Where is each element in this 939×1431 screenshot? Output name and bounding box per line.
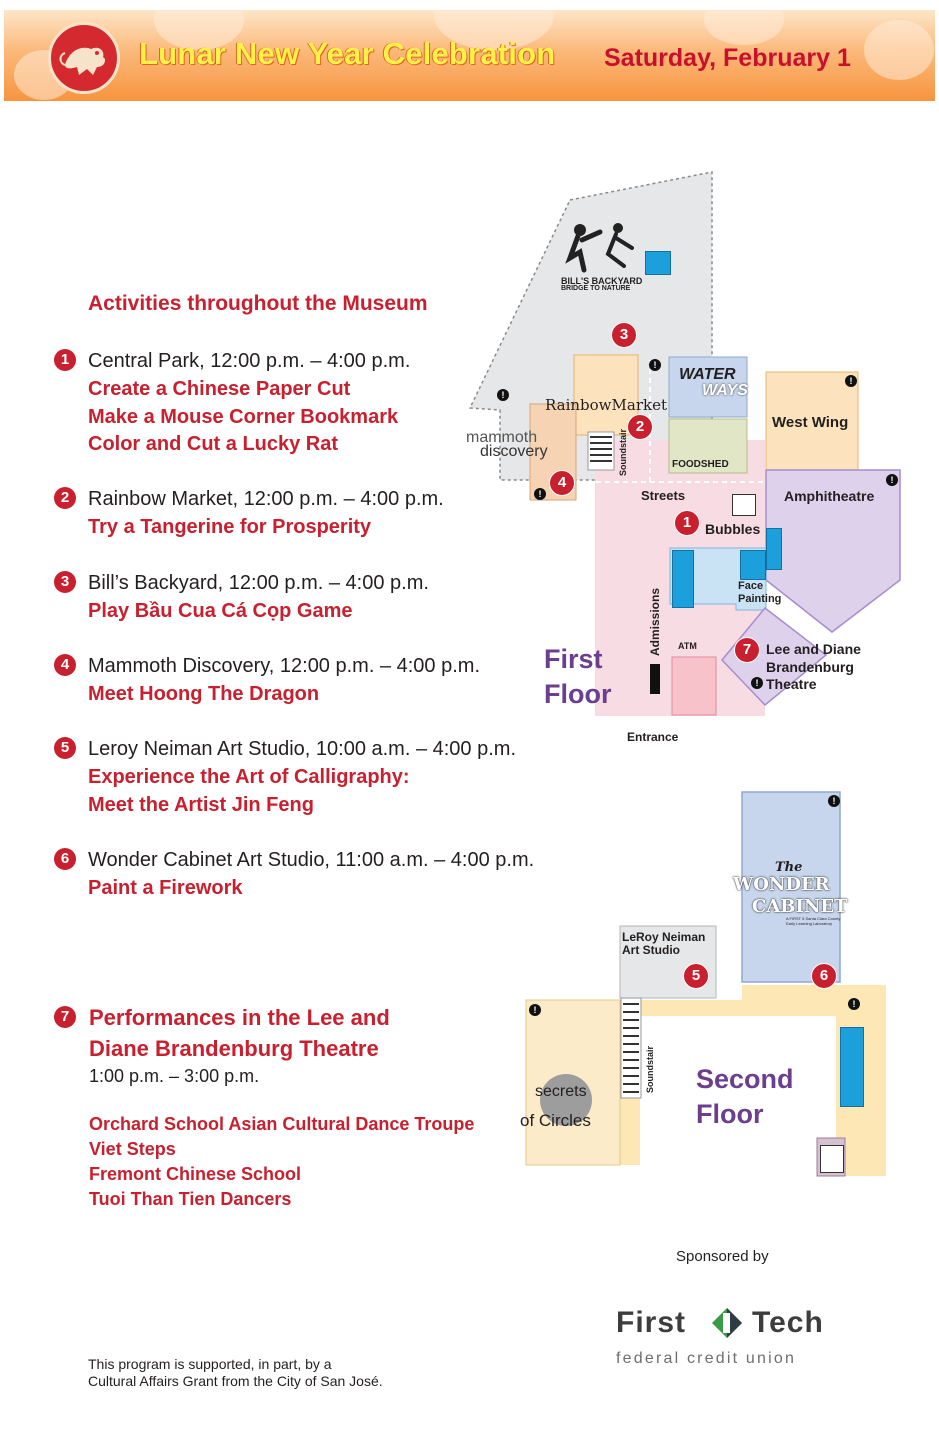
activity-location: Wonder Cabinet Art Studio, 11:00 a.m. – 4:00 p.m. <box>88 849 535 871</box>
first-floor-label-2: Floor <box>544 679 612 709</box>
performance-group: Tuoi Than Tien Dancers <box>89 1189 292 1209</box>
activity-number: 6 <box>54 848 76 870</box>
info-icon: ! <box>886 474 898 486</box>
activity-location: Central Park, 12:00 p.m. – 4:00 p.m. <box>88 350 411 372</box>
activity-event: Play Bầu Cua Cá Cọp Game <box>88 600 353 622</box>
bills-backyard-label: BILL'S BACKYARD <box>561 276 643 286</box>
theatre-label-3: Theatre <box>766 676 817 692</box>
face-painting-label-2: Painting <box>738 593 782 605</box>
event-title: Lunar New Year Celebration <box>139 36 556 71</box>
second-floor-label-2: Floor <box>696 1099 764 1129</box>
info-icon: ! <box>529 1004 541 1016</box>
wonder-cabinet-label-3: CABINET <box>752 896 848 917</box>
activity-location: Bill’s Backyard, 12:00 p.m. – 4:00 p.m. <box>88 572 429 594</box>
activity-number: 4 <box>54 654 76 676</box>
activity-number: 5 <box>54 737 76 759</box>
dancers-icon <box>560 218 640 278</box>
performance-group: Viet Steps <box>89 1139 176 1159</box>
first-tech-logo-icon <box>708 1304 746 1342</box>
activity-event: Paint a Firework <box>88 877 243 899</box>
activity-number: 1 <box>54 349 76 371</box>
theatre-label-1: Lee and Diane <box>766 641 861 657</box>
info-icon: ! <box>497 389 509 401</box>
activity-location: Mammoth Discovery, 12:00 p.m. – 4:00 p.m. <box>88 655 481 677</box>
west-wing-label: West Wing <box>772 414 849 431</box>
restroom-icon <box>645 251 671 275</box>
mammoth-label: mammoth <box>466 429 538 446</box>
map-marker-2: 2 <box>627 414 653 440</box>
performance-group: Orchard School Asian Cultural Dance Troupe <box>89 1114 475 1134</box>
wonder-cabinet-sublabel: A FIRST 5 Santa Clara County Early Learning Laboratory <box>786 916 841 926</box>
activity-event: Meet Hoong The Dragon <box>88 683 320 705</box>
theatre-label-2: Brandenburg <box>766 659 854 675</box>
restroom-icon <box>672 550 694 608</box>
restroom-icon <box>740 550 766 580</box>
support-statement <box>88 1356 448 1390</box>
second-floor-label: Second <box>696 1064 794 1094</box>
soundstair-2f-label: Soundstair <box>645 1045 655 1093</box>
bubbles-label: Bubbles <box>705 521 761 537</box>
sponsor-name-first: First <box>616 1306 687 1339</box>
info-icon: ! <box>649 359 661 371</box>
sponsored-by-label: Sponsored by <box>676 1248 769 1265</box>
info-icon: ! <box>845 375 857 387</box>
activity-event: Try a Tangerine for Prosperity <box>88 516 372 538</box>
performance-number: 7 <box>54 1006 76 1028</box>
performance-title: Performances in the Lee and <box>89 1005 390 1030</box>
first-floor-label: First <box>544 644 603 674</box>
leroy-label-2: Art Studio <box>622 943 680 957</box>
waterways-label-2: WAYS <box>702 382 748 399</box>
atm-label: ATM <box>678 641 697 651</box>
elevator-icon <box>820 1145 844 1173</box>
sponsor-name-tech: Tech <box>752 1306 824 1339</box>
waterways-label: WATER <box>679 366 736 383</box>
activity-location: Leroy Neiman Art Studio, 10:00 a.m. – 4:00 p.m. <box>88 738 517 760</box>
wonder-cabinet-label-2: WONDER <box>733 874 830 895</box>
amphitheatre-label: Amphitheatre <box>784 488 875 504</box>
performance-title: Diane Brandenburg Theatre <box>89 1036 379 1061</box>
wonder-cabinet-label-1: The <box>775 860 803 875</box>
bills-backyard-sublabel: BRIDGE TO NATURE <box>561 285 631 292</box>
entrance-label: Entrance <box>627 730 679 744</box>
activity-event: Color and Cut a Lucky Rat <box>88 433 339 455</box>
info-icon: ! <box>848 998 860 1010</box>
soundstair-label: Soundstair <box>618 428 628 476</box>
restroom-icon <box>840 1027 864 1107</box>
activity-location: Rainbow Market, 12:00 p.m. – 4:00 p.m. <box>88 488 444 510</box>
streets-label: Streets <box>641 488 686 503</box>
restroom-icon <box>766 528 782 570</box>
map-marker-1: 1 <box>674 510 700 536</box>
event-date: Saturday, February 1 <box>604 44 851 72</box>
support-line: This program is supported, in part, by a <box>88 1356 332 1372</box>
leroy-label-1: LeRoy Neiman <box>622 930 706 944</box>
rainbow-market-label: RainbowMarket <box>545 396 667 414</box>
sponsor-subtitle: federal credit union <box>616 1350 797 1367</box>
map-marker-5: 5 <box>683 963 709 989</box>
map-marker-3: 3 <box>611 322 637 348</box>
activity-event: Create a Chinese Paper Cut <box>88 378 351 400</box>
support-line: Cultural Affairs Grant from the City of San José. <box>88 1373 383 1389</box>
info-icon: ! <box>828 795 840 807</box>
activities-heading: Activities throughout the Museum <box>88 292 428 315</box>
activity-event: Make a Mouse Corner Bookmark <box>88 406 399 428</box>
info-icon: ! <box>534 488 546 500</box>
foodshed-label: FOODSHED <box>672 459 729 470</box>
map-marker-7: 7 <box>734 637 760 663</box>
activity-number: 3 <box>54 571 76 593</box>
secrets-label-1: secrets <box>535 1083 587 1100</box>
activity-number: 2 <box>54 487 76 509</box>
performance-group: Fremont Chinese School <box>89 1164 302 1184</box>
activity-event: Experience the Art of Calligraphy: <box>88 766 410 788</box>
performance-time: 1:00 p.m. – 3:00 p.m. <box>89 1066 260 1086</box>
discovery-label: discovery <box>480 443 548 460</box>
elevator-icon <box>732 494 756 516</box>
secrets-label-2: of Circles <box>520 1111 591 1130</box>
admissions-label: Admissions <box>648 587 662 656</box>
map-marker-6: 6 <box>811 963 837 989</box>
map-marker-4: 4 <box>549 470 575 496</box>
info-icon: ! <box>751 677 763 689</box>
activity-event: Meet the Artist Jin Feng <box>88 794 314 816</box>
face-painting-label: Face <box>738 580 764 592</box>
